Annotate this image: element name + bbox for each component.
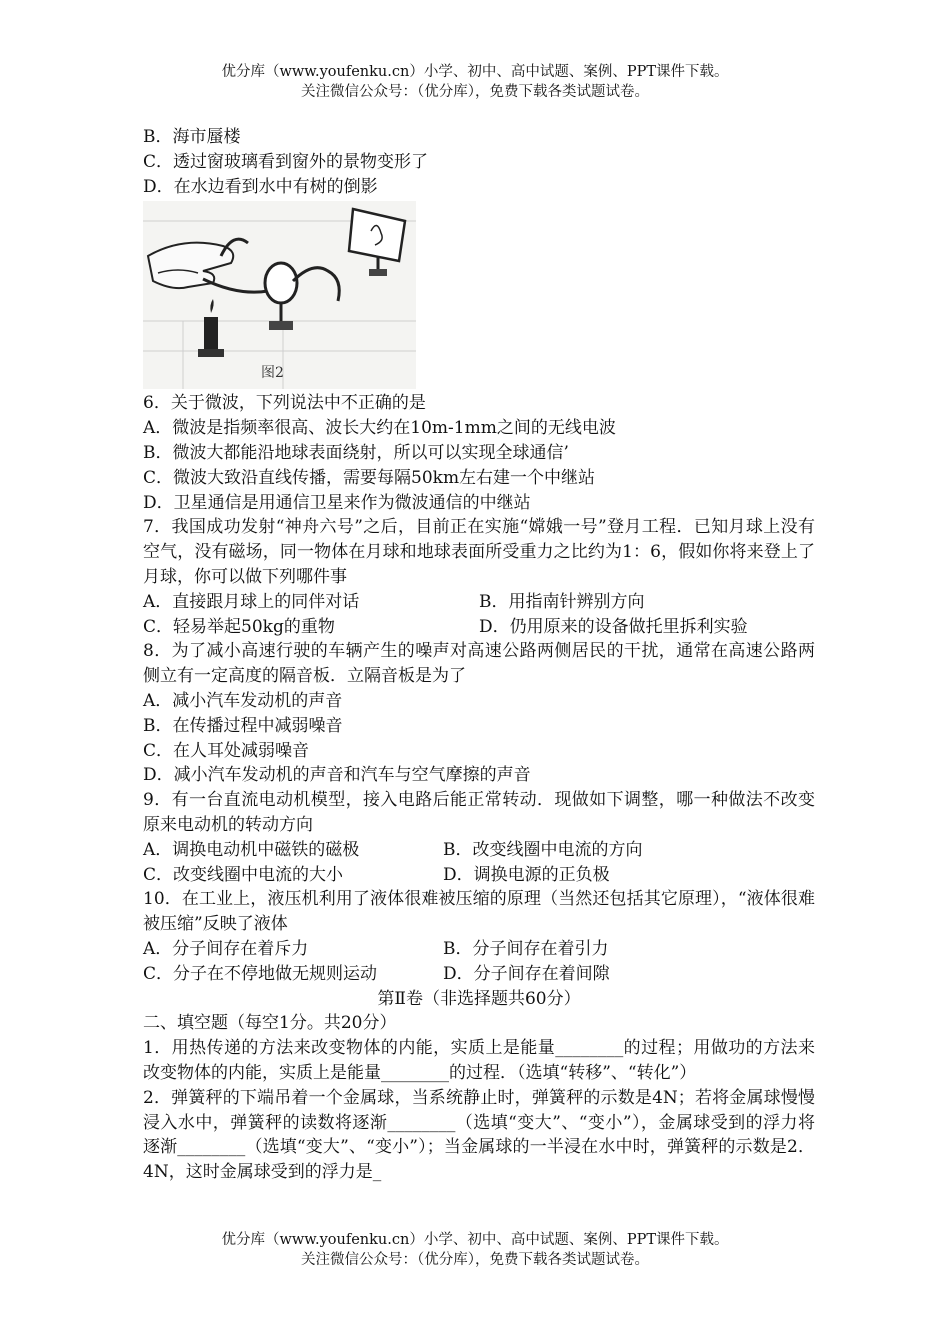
q6-option-d: D．卫星通信是用通信卫星来作为微波通信的中继站 [143, 492, 531, 513]
q9-stem: 9．有一台直流电动机模型，接入电路后能正常转动．现做如下调整，哪一种做法不改变原来电动机的转动方向 [143, 790, 815, 835]
q9-option-a: A．调换电动机中磁铁的磁极 [143, 839, 360, 860]
q7-options-row-2 [143, 615, 815, 640]
part-2-title: 第Ⅱ卷（非选择题共60分） [377, 988, 581, 1009]
figure-caption: 图2 [261, 365, 284, 382]
q7-options-row-1 [143, 590, 815, 615]
q10-stem: 10．在工业上，液压机利用了液体很难被压缩的原理（当然还包括其它原理），“液体很难被压缩”反映了液体 [143, 889, 815, 935]
fill-blank-q1: 1．用热传递的方法来改变物体的内能，实质上是能量________的过程；用做功的方法来改变物体的内能，实质上是能量________的过程．（选填“转移”、“转化”） [143, 1038, 815, 1083]
q10-options-row-2 [143, 962, 815, 987]
q7-option-c: C．轻易举起50kg的重物 [143, 616, 335, 637]
page-content [143, 125, 815, 1185]
q6-option-a: A．微波是指频率很高、波长大约在10m-1mm之间的无线电波 [143, 418, 616, 439]
q5-option-b: B．海市蜃楼 [143, 127, 241, 147]
q9-option-b: B．改变线圈中电流的方向 [443, 839, 643, 860]
q8-option-a: A．减小汽车发动机的声音 [143, 690, 343, 711]
q6-stem: 6．关于微波，下列说法中不正确的是 [143, 393, 426, 414]
q9-option-d: D．调换电源的正负极 [443, 864, 610, 885]
footer-line-2: 关注微信公众号：（优分库），免费下载各类试题试卷。 [301, 1252, 649, 1268]
q10-option-a: A．分子间存在着斥力 [143, 938, 309, 959]
page-footer [0, 1230, 950, 1270]
q10-option-c: C．分子在不停地做无规则运动 [143, 963, 378, 984]
q5-option-d: D．在水边看到水中有树的倒影 [143, 176, 378, 197]
q8-option-d: D．减小汽车发动机的声音和汽车与空气摩擦的声音 [143, 765, 531, 786]
q8-option-c: C．在人耳处减弱噪音 [143, 740, 310, 761]
q8-option-b: B．在传播过程中减弱噪音 [143, 715, 343, 736]
q5-option-c: C．透过窗玻璃看到窗外的景物变形了 [143, 151, 429, 172]
figure-2-illustration [143, 201, 416, 389]
q8-stem: 8．为了减小高速行驶的车辆产生的噪声对高速公路两侧居民的干扰，通常在高速公路两侧立有一定高度的隔音板．立隔音板是为了 [143, 641, 815, 687]
header-line-1: 优分库（www.youfenku.cn）小学、初中、高中试题、案例、PPT课件下载。 [221, 64, 729, 80]
fill-blank-q2: 2．弹簧秤的下端吊着一个金属球，当系统静止时，弹簧秤的示数是4N；若将金属球慢慢浸入水中，弹簧秤的读数将逐渐________（选填“变大”、“变小”），金属球受到的浮力将逐渐________（选填“变大”、“变小”）；当金属球的一半浸在水中时，弹簧秤的示数是2．4N，这时金属球受到的浮力是_ [143, 1087, 815, 1183]
footer-line-1: 优分库（www.youfenku.cn）小学、初中、高中试题、案例、PPT课件下载。 [221, 1232, 729, 1248]
page-header [0, 62, 950, 102]
q6-option-c: C．微波大致沿直线传播，需要每隔50km左右建一个中继站 [143, 467, 596, 488]
header-line-2: 关注微信公众号：（优分库），免费下载各类试题试卷。 [301, 84, 649, 100]
q10-options-row-1 [143, 937, 815, 962]
q10-option-d: D．分子间存在着间隙 [443, 963, 610, 984]
q7-option-d: D．仍用原来的设备做托里拆利实验 [479, 616, 748, 637]
q6-option-b: B．微波大都能沿地球表面绕射，所以可以实现全球通信’ [143, 442, 569, 463]
q9-option-c: C．改变线圈中电流的大小 [143, 864, 344, 885]
q9-options-row-1 [143, 838, 815, 863]
q9-options-row-2 [143, 863, 815, 888]
q10-option-b: B．分子间存在着引力 [443, 938, 609, 959]
q7-option-b: B．用指南针辨别方向 [479, 591, 645, 612]
q7-option-a: A．直接跟月球上的同伴对话 [143, 591, 360, 612]
section-heading: 二、填空题（每空1分。共20分） [143, 1013, 397, 1034]
q7-stem: 7．我国成功发射“神舟六号”之后，目前正在实施“嫦娥一号”登月工程．已知月球上没有空气，没有磁场，同一物体在月球和地球表面所受重力之比约为1：6，假如你将来登上了月球，你可以做下列哪件事 [143, 517, 815, 587]
